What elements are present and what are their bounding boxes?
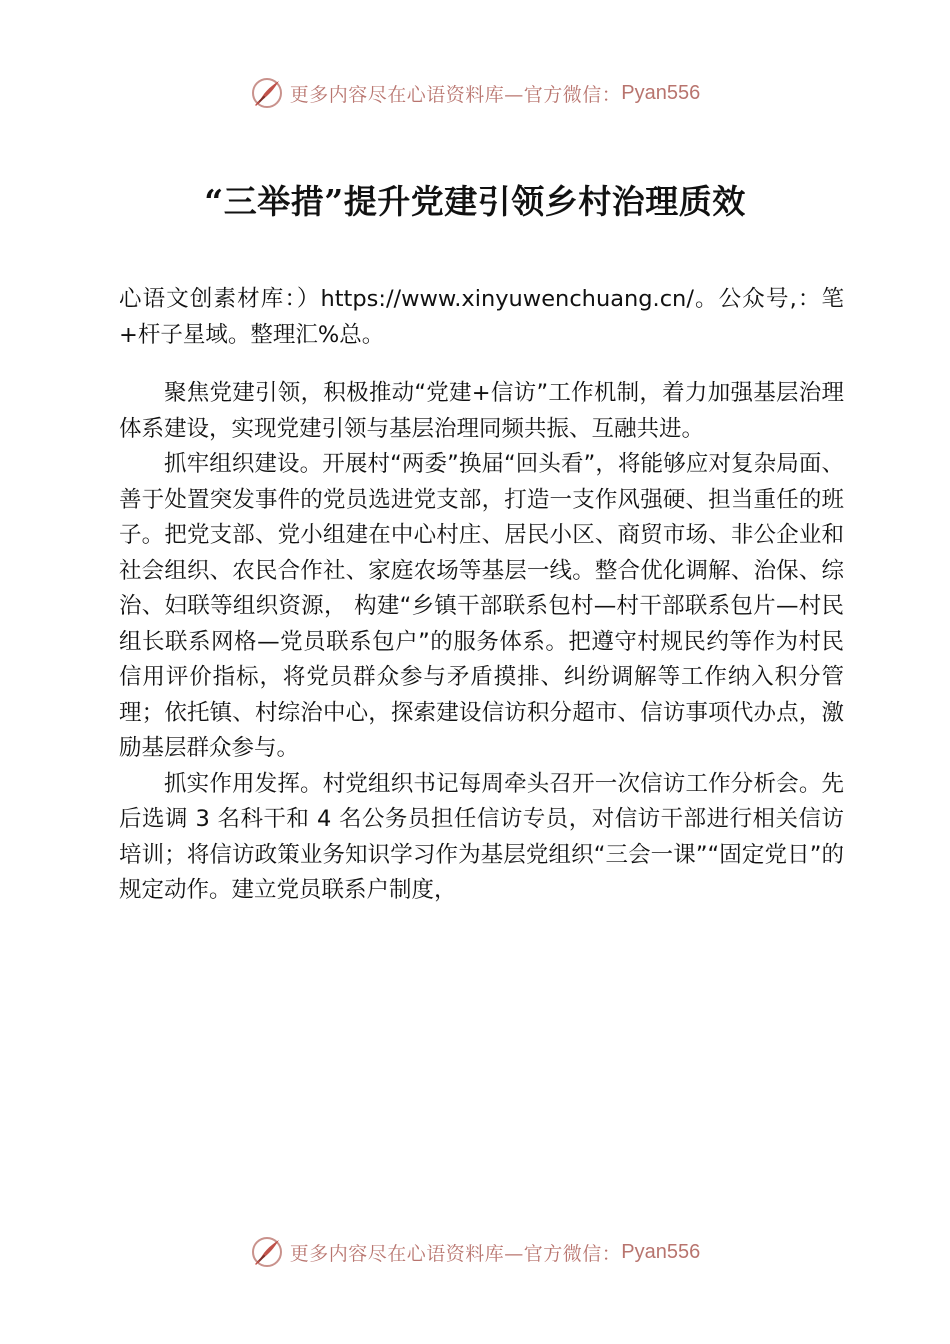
- page-title: “三举措”提升党建引领乡村治理质效: [204, 182, 746, 221]
- header-wechat-id: Pyan556: [621, 81, 701, 104]
- header-watermark-text: 更多内容尽在心语资料库—官方微信：: [289, 83, 622, 106]
- pen-feather-logo-icon: [250, 76, 284, 110]
- footer-watermark-text: 更多内容尽在心语资料库—官方微信：: [289, 1242, 622, 1265]
- header-watermark-banner: [0, 73, 950, 113]
- article-body: [119, 282, 844, 909]
- paragraph-intro: 聚焦党建引领，积极推动“党建+信访”工作机制，着力加强基层治理体系建设，实现党建引领与基层治理同频共振、互融共进。: [119, 380, 844, 442]
- footer-watermark-banner: [0, 1232, 950, 1272]
- paragraph-organization: 抓牢组织建设。开展村“两委”换届“回头看”，将能够应对复杂局面、善于处置突发事件的党员选进党支部，打造一支作风强硬、担当重任的班子。把党支部、党小组建在中心村庄、居民小区、商贸市场、非公企业和社会组织、农民合作社、家庭农场等基层一线。整合优化调解、治保、综治、妇联等组织资源， 构建“乡镇干部联系包村—村干部联系包片—村民组长联系网格—党员联系包户”的服务体系。把遵守村规民约等作为村民信用评价指标，将党员群众参与矛盾摸排、纠纷调解等工作纳入积分管理；依托镇、村综治中心，探索建设信访积分超市、信访事项代办点，激励基层群众参与。: [119, 451, 844, 761]
- source-line: 心语文创素材库：）https://www.xinyuwenchuang.cn/。公众号,：笔+杆子星域。整理汇%总。: [119, 286, 844, 348]
- footer-wechat-id: Pyan556: [621, 1240, 701, 1263]
- pen-feather-logo-icon: [250, 1235, 284, 1269]
- paragraph-role: 抓实作用发挥。村党组织书记每周牵头召开一次信访工作分析会。先后选调 3 名科干和 4 名公务员担任信访专员，对信访干部进行相关信访培训；将信访政策业务知识学习作为基层党组织“三会一课”“固定党日”的规定动作。建立党员联系户制度，: [119, 770, 844, 903]
